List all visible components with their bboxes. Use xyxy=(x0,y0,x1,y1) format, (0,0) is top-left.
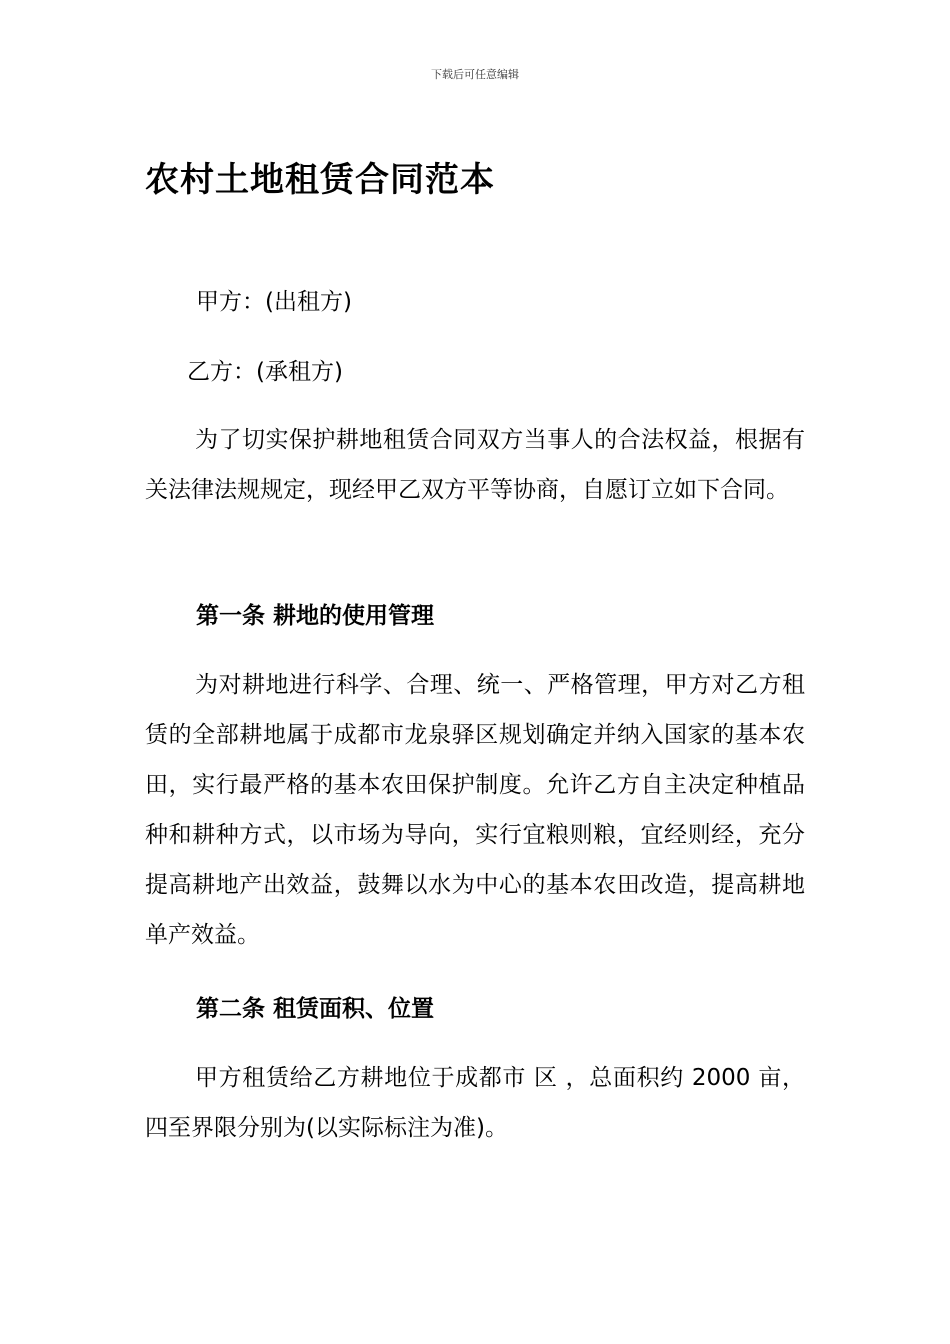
party-a-line: 甲方：(出租方) xyxy=(196,289,352,315)
article-1-heading: 第一条 耕地的使用管理 xyxy=(196,603,435,629)
document-title: 农村土地租赁合同范本 xyxy=(145,160,495,200)
intro-paragraph: 为了切实保护耕地租赁合同双方当事人的合法权益，根据有关法律法规规定，现经甲乙双方平等协商，自愿订立如下合同。 xyxy=(145,427,805,503)
party-b-line: 乙方：(承租方) xyxy=(187,359,343,385)
article-2-heading: 第二条 租赁面积、位置 xyxy=(196,996,435,1022)
article-2-body: 甲方租赁给乙方耕地位于成都市 区 ，总面积约 2000 亩，四至界限分别为(以实际标注为准)。 xyxy=(145,1065,805,1141)
article-1-body: 为对耕地进行科学、合理、统一、严格管理，甲方对乙方租赁的全部耕地属于成都市龙泉驿区规划确定并纳入国家的基本农田，实行最严格的基本农田保护制度。允许乙方自主决定种植品种和耕种方式，以市场为导向，实行宜粮则粮，宜经则经，充分提高耕地产出效益，鼓舞以水为中心的基本农田改造，提高耕地单产效益。 xyxy=(145,672,805,948)
page-header-note: 下载后可任意编辑 xyxy=(431,68,519,81)
